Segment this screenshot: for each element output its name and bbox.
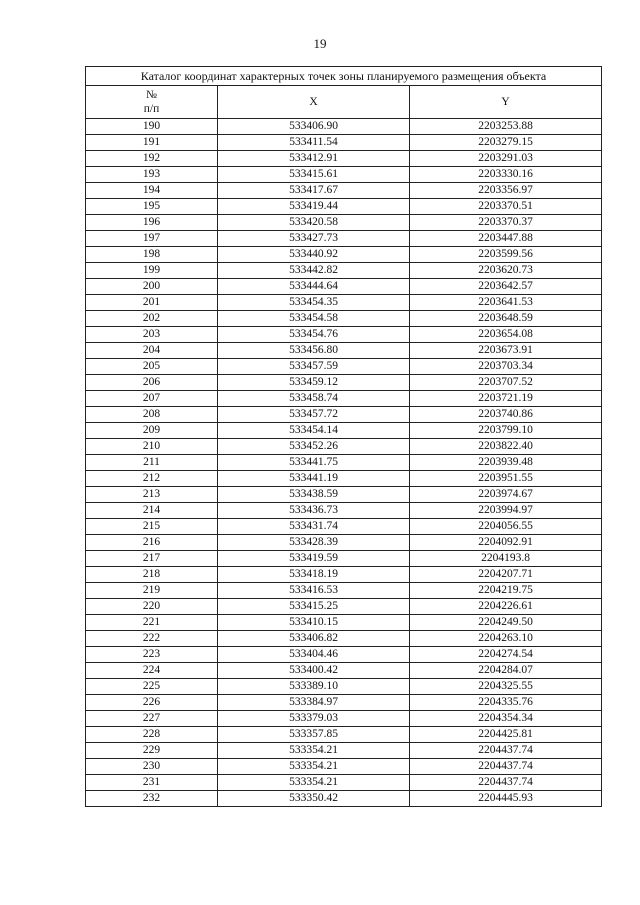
cell-y-coordinate: 2203994.97 (410, 503, 602, 519)
cell-y-coordinate: 2203822.40 (410, 439, 602, 455)
cell-point-number: 207 (86, 391, 218, 407)
cell-y-coordinate: 2204193.8 (410, 551, 602, 567)
cell-y-coordinate: 2203291.03 (410, 151, 602, 167)
cell-point-number: 204 (86, 343, 218, 359)
cell-point-number: 202 (86, 311, 218, 327)
cell-point-number: 196 (86, 215, 218, 231)
cell-y-coordinate: 2203642.57 (410, 279, 602, 295)
cell-x-coordinate: 533419.59 (218, 551, 410, 567)
cell-point-number: 209 (86, 423, 218, 439)
table-row (86, 455, 602, 471)
table-row (86, 375, 602, 391)
table-row (86, 151, 602, 167)
table-row (86, 791, 602, 807)
table-row (86, 439, 602, 455)
cell-y-coordinate: 2204226.61 (410, 599, 602, 615)
cell-point-number: 226 (86, 695, 218, 711)
cell-x-coordinate: 533418.19 (218, 567, 410, 583)
cell-point-number: 216 (86, 535, 218, 551)
cell-point-number: 192 (86, 151, 218, 167)
cell-point-number: 218 (86, 567, 218, 583)
cell-x-coordinate: 533428.39 (218, 535, 410, 551)
table-row (86, 743, 602, 759)
table-row (86, 727, 602, 743)
table-row (86, 631, 602, 647)
cell-point-number: 227 (86, 711, 218, 727)
cell-y-coordinate: 2204284.07 (410, 663, 602, 679)
cell-point-number: 205 (86, 359, 218, 375)
cell-x-coordinate: 533415.25 (218, 599, 410, 615)
table-row (86, 247, 602, 263)
table-row (86, 231, 602, 247)
cell-x-coordinate: 533454.35 (218, 295, 410, 311)
cell-y-coordinate: 2204263.10 (410, 631, 602, 647)
cell-x-coordinate: 533357.85 (218, 727, 410, 743)
cell-x-coordinate: 533431.74 (218, 519, 410, 535)
cell-x-coordinate: 533441.75 (218, 455, 410, 471)
cell-point-number: 222 (86, 631, 218, 647)
cell-y-coordinate: 2203279.15 (410, 135, 602, 151)
cell-y-coordinate: 2204207.71 (410, 567, 602, 583)
table-row (86, 647, 602, 663)
cell-x-coordinate: 533415.61 (218, 167, 410, 183)
table-row (86, 279, 602, 295)
cell-point-number: 210 (86, 439, 218, 455)
cell-y-coordinate: 2203620.73 (410, 263, 602, 279)
table-row (86, 199, 602, 215)
cell-x-coordinate: 533458.74 (218, 391, 410, 407)
cell-y-coordinate: 2203951.55 (410, 471, 602, 487)
cell-x-coordinate: 533350.42 (218, 791, 410, 807)
cell-point-number: 219 (86, 583, 218, 599)
table-row (86, 551, 602, 567)
column-header-y: Y (410, 86, 602, 119)
cell-y-coordinate: 2203599.56 (410, 247, 602, 263)
cell-point-number: 203 (86, 327, 218, 343)
cell-point-number: 191 (86, 135, 218, 151)
cell-x-coordinate: 533436.73 (218, 503, 410, 519)
table-row (86, 567, 602, 583)
table-row (86, 343, 602, 359)
cell-x-coordinate: 533438.59 (218, 487, 410, 503)
cell-point-number: 213 (86, 487, 218, 503)
cell-y-coordinate: 2204335.76 (410, 695, 602, 711)
cell-y-coordinate: 2203740.86 (410, 407, 602, 423)
cell-y-coordinate: 2203939.48 (410, 455, 602, 471)
cell-x-coordinate: 533420.58 (218, 215, 410, 231)
cell-y-coordinate: 2204437.74 (410, 743, 602, 759)
table-row (86, 679, 602, 695)
cell-point-number: 208 (86, 407, 218, 423)
cell-point-number: 199 (86, 263, 218, 279)
cell-point-number: 190 (86, 119, 218, 135)
cell-x-coordinate: 533440.92 (218, 247, 410, 263)
table-row (86, 215, 602, 231)
table-row (86, 471, 602, 487)
cell-x-coordinate: 533457.59 (218, 359, 410, 375)
cell-x-coordinate: 533354.21 (218, 775, 410, 791)
cell-y-coordinate: 2204437.74 (410, 759, 602, 775)
cell-y-coordinate: 2203703.34 (410, 359, 602, 375)
table-row (86, 599, 602, 615)
cell-x-coordinate: 533454.14 (218, 423, 410, 439)
table-row (86, 407, 602, 423)
table-row (86, 295, 602, 311)
cell-y-coordinate: 2204425.81 (410, 727, 602, 743)
table-row (86, 391, 602, 407)
cell-x-coordinate: 533411.54 (218, 135, 410, 151)
cell-x-coordinate: 533452.26 (218, 439, 410, 455)
cell-x-coordinate: 533456.80 (218, 343, 410, 359)
cell-point-number: 229 (86, 743, 218, 759)
cell-y-coordinate: 2203673.91 (410, 343, 602, 359)
cell-point-number: 214 (86, 503, 218, 519)
table-row (86, 775, 602, 791)
cell-point-number: 201 (86, 295, 218, 311)
cell-point-number: 195 (86, 199, 218, 215)
column-header-number-abbrev: п/п (143, 103, 160, 115)
cell-x-coordinate: 533410.15 (218, 615, 410, 631)
cell-x-coordinate: 533412.91 (218, 151, 410, 167)
cell-y-coordinate: 2204445.93 (410, 791, 602, 807)
cell-y-coordinate: 2203648.59 (410, 311, 602, 327)
table-row (86, 615, 602, 631)
cell-x-coordinate: 533416.53 (218, 583, 410, 599)
table-row (86, 183, 602, 199)
coordinates-table (85, 66, 602, 807)
table-row (86, 263, 602, 279)
cell-y-coordinate: 2203721.19 (410, 391, 602, 407)
cell-y-coordinate: 2204092.91 (410, 535, 602, 551)
cell-y-coordinate: 2203799.10 (410, 423, 602, 439)
table-row (86, 759, 602, 775)
cell-x-coordinate: 533459.12 (218, 375, 410, 391)
cell-x-coordinate: 533454.58 (218, 311, 410, 327)
cell-x-coordinate: 533427.73 (218, 231, 410, 247)
table-row (86, 359, 602, 375)
cell-y-coordinate: 2203253.88 (410, 119, 602, 135)
cell-point-number: 211 (86, 455, 218, 471)
cell-point-number: 225 (86, 679, 218, 695)
cell-x-coordinate: 533442.82 (218, 263, 410, 279)
table-row (86, 487, 602, 503)
cell-x-coordinate: 533444.64 (218, 279, 410, 295)
table-row (86, 519, 602, 535)
column-header-x: X (218, 86, 410, 119)
cell-point-number: 230 (86, 759, 218, 775)
cell-y-coordinate: 2203641.53 (410, 295, 602, 311)
column-header-number-symbol: № (146, 89, 157, 101)
cell-x-coordinate: 533441.19 (218, 471, 410, 487)
table-caption: Каталог координат характерных точек зоны планируемого размещения объекта (86, 67, 602, 86)
cell-y-coordinate: 2204437.74 (410, 775, 602, 791)
cell-point-number: 197 (86, 231, 218, 247)
cell-x-coordinate: 533404.46 (218, 647, 410, 663)
cell-point-number: 217 (86, 551, 218, 567)
cell-point-number: 206 (86, 375, 218, 391)
table-row (86, 503, 602, 519)
cell-point-number: 231 (86, 775, 218, 791)
cell-y-coordinate: 2203370.51 (410, 199, 602, 215)
table-body (86, 119, 602, 807)
cell-x-coordinate: 533400.42 (218, 663, 410, 679)
cell-point-number: 220 (86, 599, 218, 615)
cell-point-number: 232 (86, 791, 218, 807)
cell-y-coordinate: 2204249.50 (410, 615, 602, 631)
cell-x-coordinate: 533454.76 (218, 327, 410, 343)
cell-point-number: 215 (86, 519, 218, 535)
cell-x-coordinate: 533419.44 (218, 199, 410, 215)
table-row (86, 327, 602, 343)
cell-point-number: 198 (86, 247, 218, 263)
cell-x-coordinate: 533417.67 (218, 183, 410, 199)
table-row (86, 423, 602, 439)
cell-point-number: 228 (86, 727, 218, 743)
cell-x-coordinate: 533406.82 (218, 631, 410, 647)
column-header-number (86, 86, 218, 119)
cell-x-coordinate: 533389.10 (218, 679, 410, 695)
table-row (86, 583, 602, 599)
cell-x-coordinate: 533457.72 (218, 407, 410, 423)
cell-y-coordinate: 2204056.55 (410, 519, 602, 535)
cell-x-coordinate: 533384.97 (218, 695, 410, 711)
cell-x-coordinate: 533379.03 (218, 711, 410, 727)
cell-y-coordinate: 2203447.88 (410, 231, 602, 247)
cell-point-number: 212 (86, 471, 218, 487)
cell-y-coordinate: 2204274.54 (410, 647, 602, 663)
table-row (86, 663, 602, 679)
cell-point-number: 200 (86, 279, 218, 295)
cell-y-coordinate: 2203370.37 (410, 215, 602, 231)
cell-y-coordinate: 2203654.08 (410, 327, 602, 343)
cell-y-coordinate: 2203707.52 (410, 375, 602, 391)
cell-point-number: 194 (86, 183, 218, 199)
cell-y-coordinate: 2203330.16 (410, 167, 602, 183)
table-row (86, 167, 602, 183)
table-row (86, 135, 602, 151)
cell-point-number: 224 (86, 663, 218, 679)
cell-point-number: 223 (86, 647, 218, 663)
cell-point-number: 221 (86, 615, 218, 631)
cell-y-coordinate: 2204219.75 (410, 583, 602, 599)
table-row (86, 311, 602, 327)
cell-y-coordinate: 2203356.97 (410, 183, 602, 199)
cell-x-coordinate: 533354.21 (218, 743, 410, 759)
table-row (86, 119, 602, 135)
cell-point-number: 193 (86, 167, 218, 183)
table-row (86, 535, 602, 551)
page-number: 19 (313, 36, 327, 51)
table-row (86, 695, 602, 711)
cell-y-coordinate: 2204325.55 (410, 679, 602, 695)
cell-y-coordinate: 2203974.67 (410, 487, 602, 503)
cell-y-coordinate: 2204354.34 (410, 711, 602, 727)
cell-x-coordinate: 533406.90 (218, 119, 410, 135)
cell-x-coordinate: 533354.21 (218, 759, 410, 775)
table-row (86, 711, 602, 727)
